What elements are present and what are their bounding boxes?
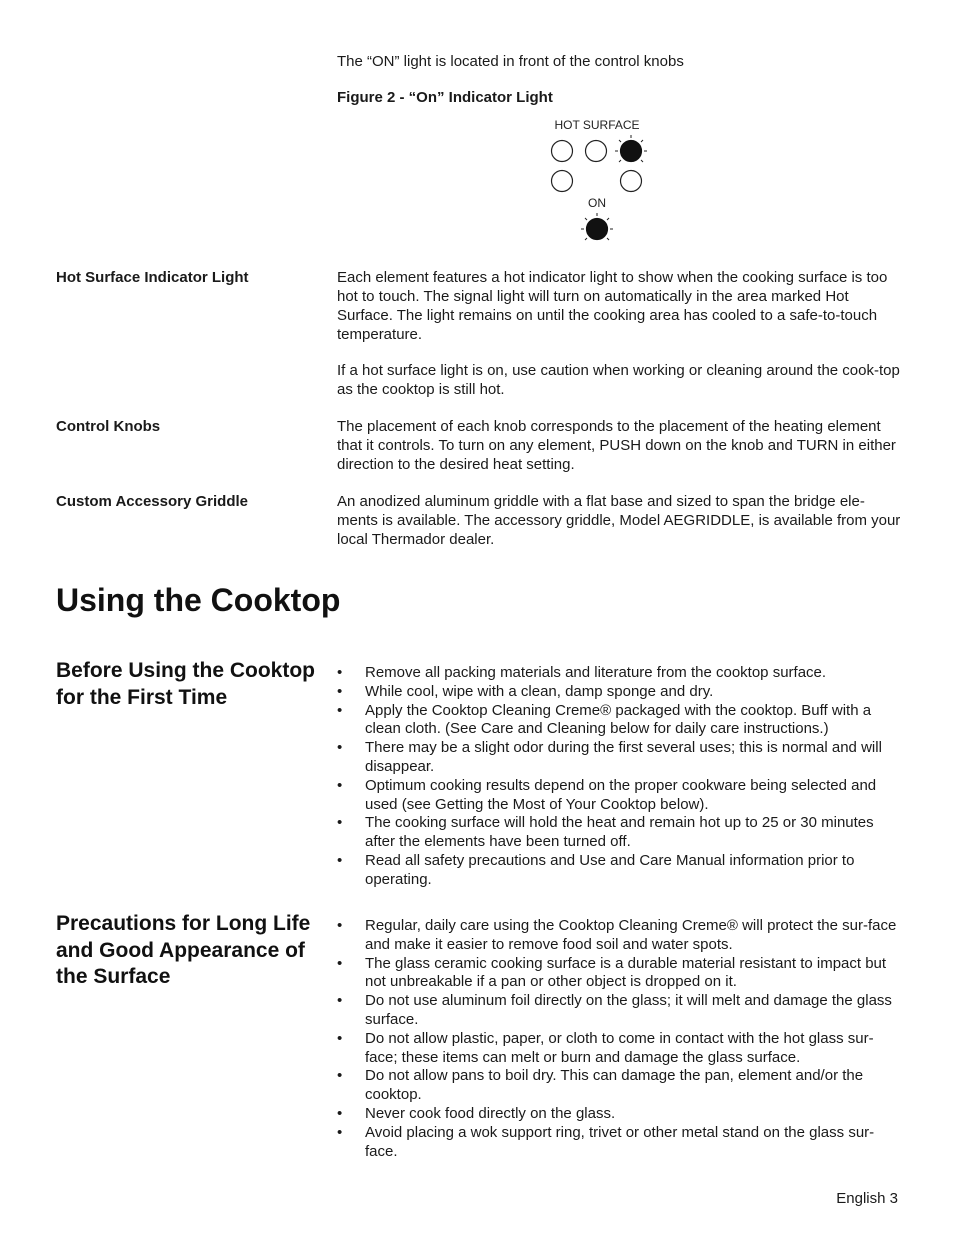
definition-hot-surface-p2: If a hot surface light is on, use caution when working or cleaning around the cook-top as the cooktop is still hot. [337, 362, 900, 398]
list-item: • Avoid placing a wok support ring, trivet or other metal stand on the glass sur-face. [337, 1123, 875, 1160]
on-label: ON [588, 196, 606, 210]
list-item: • Do not use aluminum foil directly on the glass; it will melt and damage the glass surface. [337, 992, 892, 1028]
before-using-list [337, 664, 902, 890]
figure-caption: Figure 2 - “On” Indicator Light [337, 89, 553, 106]
hot-surface-light-lit [621, 141, 642, 162]
element-light-front-right [621, 171, 642, 192]
page-number: English 3 [836, 1190, 898, 1207]
section-title: Using the Cooktop [56, 582, 341, 618]
list-item: • The glass ceramic cooking surface is a durable material resistant to impact but not unbreakable if a pan or other object is dropped on it. [337, 954, 887, 991]
list-item: • Regular, daily care using the Cooktop Cleaning Creme® will protect the sur-face and make it easier to remove food soil and water spots. [337, 917, 897, 953]
definition-control-knobs: The placement of each knob corresponds to the placement of the heating element that it controls. To turn on any element, PUSH down on the knob and TURN in either direction to the desired heat setting. [337, 418, 896, 473]
bullet-icon: • [337, 954, 343, 972]
list-item: • There may be a slight odor during the first several uses; this is normal and will disappear. [337, 739, 882, 775]
list-item: • Never cook food directly on the glass. [337, 1104, 616, 1122]
bullet-icon: • [337, 701, 343, 719]
on-indicator-light-figure [540, 114, 660, 249]
term-custom-accessory-griddle: Custom Accessory Griddle [56, 493, 249, 510]
bullet-icon: • [337, 664, 343, 681]
list-item: • Do not allow pans to boil dry. This can damage the pan, element and/or the cooktop. [337, 1067, 864, 1104]
before-using-heading: Before Using the Cooktop for the First Time [56, 659, 316, 709]
precautions-list [337, 917, 902, 1161]
bullet-icon: • [337, 1123, 343, 1141]
bullet-icon: • [337, 739, 343, 757]
definition-custom-accessory-griddle: An anodized aluminum griddle with a flat base and sized to span the bridge ele-ments is available. The accessory griddle, Model AEGRIDDLE, is available from your local Thermador dealer. [337, 493, 901, 548]
bullet-icon: • [337, 917, 343, 934]
precautions-heading: Precautions for Long Life and Good Appearance of the Surface [56, 912, 311, 988]
element-light-back-left [552, 141, 573, 162]
bullet-icon: • [337, 1067, 343, 1085]
bullet-icon: • [337, 1104, 343, 1122]
element-light-back-center [586, 141, 607, 162]
bullet-icon: • [337, 1029, 343, 1047]
list-item: • Read all safety precautions and Use and Care Manual information prior to operating. [337, 851, 855, 888]
list-item: • Apply the Cooktop Cleaning Creme® packaged with the cooktop. Buff with a clean cloth. (See Care and Cleaning below for daily care instructions.) [337, 701, 872, 738]
bullet-icon: • [337, 851, 343, 869]
term-control-knobs: Control Knobs [56, 418, 161, 435]
list-item: • Remove all packing materials and literature from the cooktop surface. [337, 664, 827, 681]
definition-hot-surface-p1: Each element features a hot indicator light to show when the cooking surface is too hot to touch. The signal light will turn on automatically in the area marked Hot Surface. The light remains on until the cooking area has cooled to a safe-to-touch temperature. [337, 269, 888, 343]
bullet-icon: • [337, 992, 343, 1010]
list-item: • The cooking surface will hold the heat and remain hot up to 25 or 30 minutes after the elements have been turned off. [337, 814, 874, 851]
term-hot-surface-indicator-light: Hot Surface Indicator Light [56, 269, 249, 286]
list-item: • Optimum cooking results depend on the proper cookware being selected and used (see Getting the Most of Your Cooktop below). [337, 776, 877, 813]
hot-surface-label: HOT SURFACE [554, 118, 640, 132]
on-light-lit [587, 219, 608, 240]
bullet-icon: • [337, 814, 343, 832]
intro-text: The “ON” light is located in front of the control knobs [337, 53, 684, 70]
bullet-icon: • [337, 682, 343, 700]
list-item: • While cool, wipe with a clean, damp sponge and dry. [337, 682, 714, 700]
list-item: • Do not allow plastic, paper, or cloth to come in contact with the hot glass sur-face; these items can melt or burn and damage the glass surface. [337, 1029, 874, 1066]
bullet-icon: • [337, 776, 343, 794]
element-light-front-left [552, 171, 573, 192]
